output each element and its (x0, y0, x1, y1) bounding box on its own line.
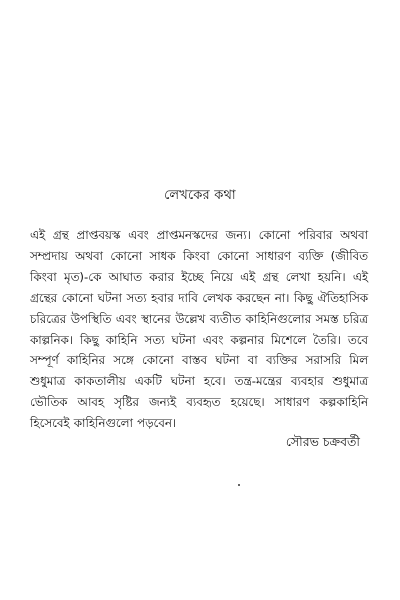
ink-speck (238, 484, 240, 486)
author-signature: সৌরভ চক্রবর্তী (285, 434, 360, 449)
page-title: লেখকের কথা (164, 188, 236, 203)
preface-paragraph: এই গ্রন্থ প্রাপ্তবয়স্ক এবং প্রাপ্তমনস্কদের জন্য। কোনো পরিবার অথবা সম্প্রদায় অথবা কোনো সাধক কিংবা কোনো সাধারণ ব্যক্তি (জীবিত কিংবা মৃত)-কে আঘাত করার ইচ্ছে নিয়ে এই গ্রন্থ লেখা হয়নি। এই গ্রন্থের কোনো ঘটনা সত্য হবার দাবি লেখক করছেন না। কিছু ঐতিহাসিক চরিত্রের উপস্থিতি এবং স্থানের উল্লেখ ব্যতীত কাহিনিগুলোর সমস্ত চরিত্র কাল্পনিক। কিছু কাহিনি সত্য ঘটনা এবং কল্পনার মিশেলে তৈরি। তবে সম্পূর্ণ কাহিনির সঙ্গে কোনো বাস্তব ঘটনা বা ব্যক্তির সরাসরি মিল শুধুমাত্র কাকতালীয় একটি ঘটনা হবে। তন্ত্র-মন্ত্রের ব্যবহার শুধুমাত্র ভৌতিক আবহ সৃষ্টির জন্যই ব্যবহৃত হয়েছে। সাধারণ কল্পকাহিনি হিসেবেই কাহিনিগুলো পড়বেন। (30, 228, 368, 431)
